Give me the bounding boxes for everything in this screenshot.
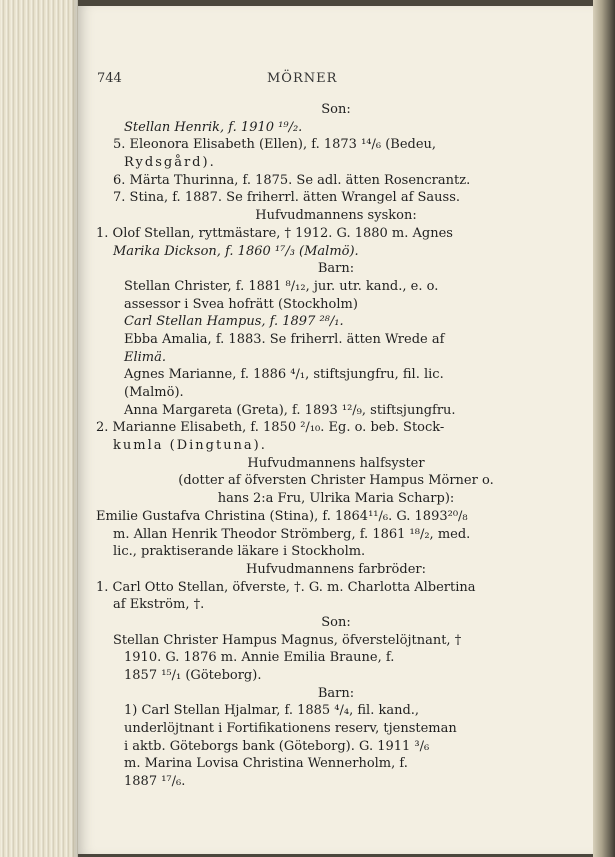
text-line: 1) Carl Stellan Hjalmar, f. 1885 ⁴/₄, fil. kand., (124, 703, 420, 719)
text-line: Barn: (317, 685, 355, 701)
text-line: 6. Märta Thurinna, f. 1875. Se adl. ätten Rosencrantz. (113, 172, 471, 188)
text-line: Stellan Christer Hampus Magnus, öfverstelöjtnant, † (113, 632, 462, 648)
text-line: Marika Dickson, f. 1860 ¹⁷/₃ (Malmö). (113, 243, 359, 259)
text-line: 7. Stina, f. 1887. Se friherrl. ätten Wrangel af Sauss. (113, 190, 461, 206)
text-line: i aktb. Göteborgs bank (Göteborg). G. 1911 ³/₆ (124, 738, 430, 754)
text-line: Barn: (317, 261, 355, 277)
text-line: underlöjtnant i Fortifikationens reserv, tjensteman (124, 721, 457, 737)
text-line: af Ekström, †. (113, 597, 205, 613)
genealogy-text (96, 101, 576, 791)
text-line: Anna Margareta (Greta), f. 1893 ¹²/₉, stiftsjungfru. (124, 402, 456, 418)
text-line: Carl Stellan Hampus, f. 1897 ²⁸/₁. (124, 314, 344, 330)
page-number: 744 (97, 71, 122, 86)
text-line: Hufvudmannens farbröder: (245, 561, 426, 577)
text-line: hans 2:a Fru, Ulrika Maria Scharp): (217, 491, 455, 507)
text-line: lic., praktiserande läkare i Stockholm. (113, 544, 366, 560)
running-head: MÖRNER (267, 71, 338, 86)
text-line: (Malmö). (124, 385, 184, 400)
text-line: 2. Marianne Elisabeth, f. 1850 ²/₁₀. Eg. o. beb. Stock- (96, 420, 445, 436)
text-line: 1887 ¹⁷/₆. (124, 774, 186, 790)
book-gutter-shadow (593, 0, 615, 857)
text-line: m. Allan Henrik Theodor Strömberg, f. 1861 ¹⁸/₂, med. (113, 526, 471, 542)
text-line: 1857 ¹⁵/₁ (Göteborg). (124, 668, 262, 683)
text-line: Son: (321, 102, 351, 117)
text-line: m. Marina Lovisa Christina Wennerholm, f. (124, 756, 408, 772)
text-line: 5. Eleonora Elisabeth (Ellen), f. 1873 ¹⁴/₆ (Bedeu, (113, 137, 437, 153)
text-line: 1. Carl Otto Stellan, öfverste, †. G. m. Charlotta Albertina (96, 579, 476, 595)
text-line: Agnes Marianne, f. 1886 ⁴/₁, stiftsjungfru, fil. lic. (124, 367, 444, 383)
text-line: 1. Olof Stellan, ryttmästare, † 1912. G. 1880 m. Agnes (96, 225, 453, 241)
text-line: Ebba Amalia, f. 1883. Se friherrl. ätten Wrede af (124, 331, 445, 347)
text-line: 1910. G. 1876 m. Annie Emilia Braune, f. (124, 650, 395, 666)
text-line: Hufvudmannens syskon: (255, 208, 417, 224)
text-line: Son: (321, 614, 351, 630)
page-stack-edges (0, 0, 78, 857)
text-line: (dotter af öfversten Christer Hampus Mörner o. (178, 473, 494, 489)
text-line: Stellan Henrik, f. 1910 ¹⁹/₂. (124, 119, 303, 135)
text-line: Hufvudmannens halfsyster (247, 455, 425, 471)
text-line: kumla (Dingtuna). (113, 438, 267, 454)
text-line: Elimä. (124, 349, 167, 365)
text-line: Emilie Gustafva Christina (Stina), f. 1864¹¹/₆. G. 1893²⁰/₈ (96, 508, 468, 524)
text-line: Stellan Christer, f. 1881 ⁸/₁₂, jur. utr. kand., e. o. (124, 278, 439, 294)
text-line: assessor i Svea hofrätt (Stockholm) (124, 296, 358, 312)
text-line: Rydsgård). (124, 155, 216, 171)
